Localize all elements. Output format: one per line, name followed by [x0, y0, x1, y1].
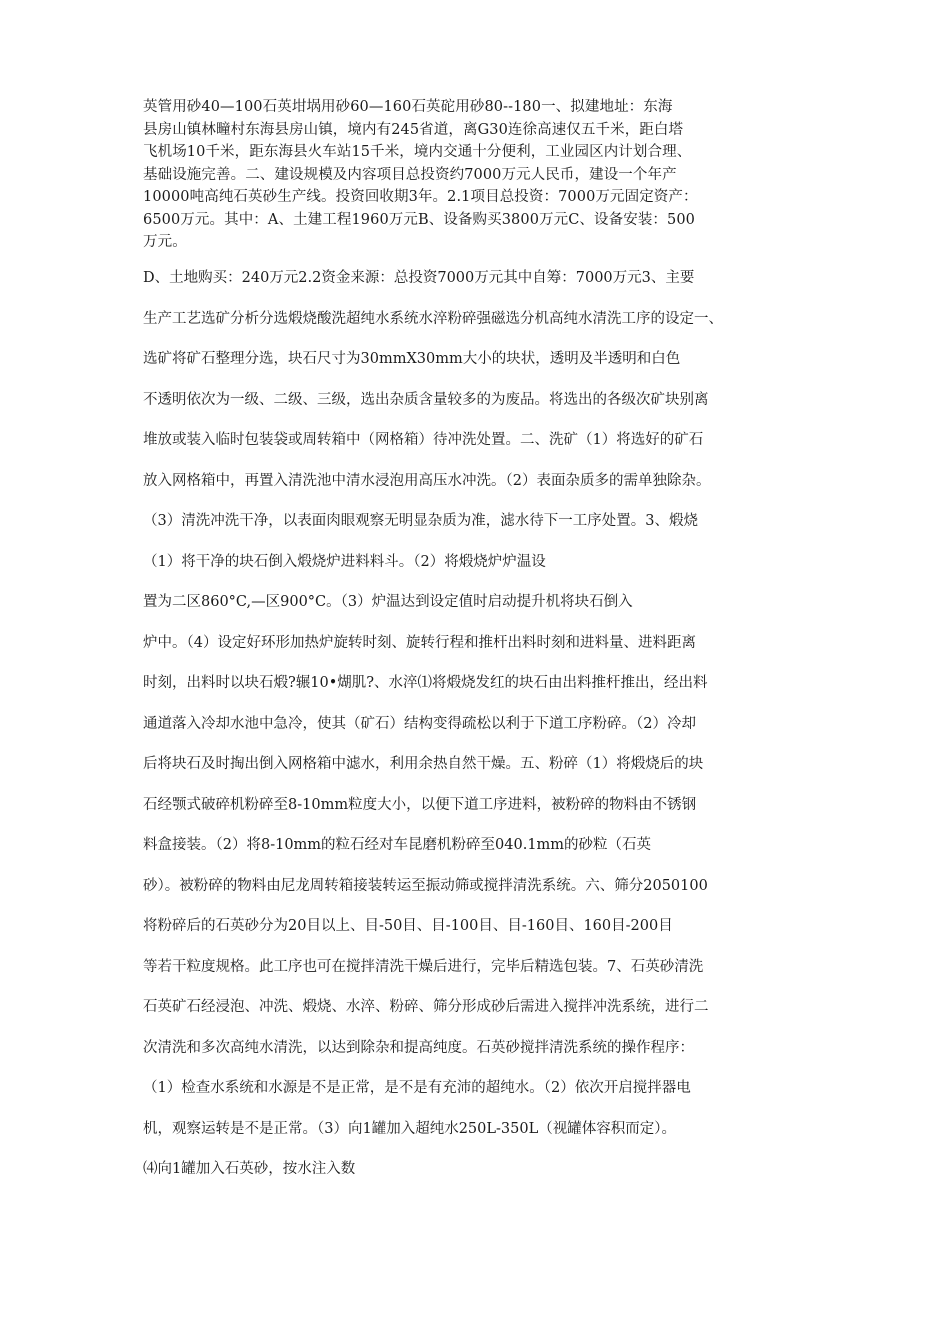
text-line: 基础设施完善。二、建设规模及内容项目总投资约7000万元人民币，建设一个年产 [143, 166, 677, 183]
text-line: 万元。 [143, 234, 187, 250]
text-line: （1）检查水系统和水源是不是正常，是不是有充沛的超纯水。（2）依次开启搅拌器电 [143, 1080, 691, 1096]
text-line: 选矿将矿石整理分选，块石尺寸为30mmX30mm大小的块状，透明及半透明和白色 [143, 351, 681, 367]
text-line: 英管用砂40—100石英坩埚用砂60—160石英砣用砂80--180一、拟建地址：东海 [143, 99, 673, 115]
text-line: 料盒接装。（2）将8-10mm的粒石经对车昆磨机粉碎至040.1mm的砂粒（石英 [143, 837, 652, 853]
text-line: D、土地购买：240万元2.2资金来源：总投资7000万元其中自筹：7000万元3、主要 [143, 270, 695, 286]
text-line: 后将块石及时掏出倒入网格箱中滤水，利用余热自然干燥。五、粉碎（1）将煅烧后的块 [143, 756, 704, 772]
text-line: （1）将干净的块石倒入煅烧炉进料料斗。（2）将煅烧炉炉温设 [143, 553, 546, 570]
text-line: 石经颚式破碎机粉碎至8-10mm粒度大小，以便下道工序进料，被粉碎的物料由不锈钢 [143, 796, 697, 813]
text-line: 机，观察运转是不是正常。（3）向1罐加入超纯水250L-350L（视罐体容积而定）。 [143, 1120, 676, 1137]
text-line: （3）清洗冲洗干净，以表面肉眼观察无明显杂质为准，滤水待下一工序处置。3、煅烧 [143, 513, 698, 529]
text-line: 县房山镇林疃村东海县房山镇，境内有245省道，离G30连徐高速仅五千米，距白塔 [143, 121, 684, 138]
text-line: 飞机场10千米，距东海县火车站15千米，境内交通十分便利，工业园区内计划合理、 [143, 144, 692, 160]
text-line: 10000吨高纯石英砂生产线。投资回收期3年。2.1项目总投资：7000万元固定资产： [143, 189, 698, 205]
text-line: 时刻，出料时以块石煅?辗10•煳肌?、水淬⑴将煅烧发红的块石由出料推杆推出，经出料 [143, 675, 708, 691]
text-line: 次清洗和多次高纯水清洗，以达到除杂和提高纯度。石英砂搅拌清洗系统的操作程序： [143, 1039, 694, 1056]
text-line: 等若干粒度规格。此工序也可在搅拌清洗干燥后进行，完毕后精选包装。7、石英砂清洗 [143, 958, 704, 975]
text-line: 6500万元。其中：A、土建工程1960万元B、设备购买3800万元C、设备安装：500 [143, 211, 695, 228]
text-line: 将粉碎后的石英砂分为20目以上、目-50目、目-100目、目-160目、160目-200目 [143, 918, 673, 934]
text-line: 通道落入冷却水池中急冷，使其（矿石）结构变得疏松以利于下道工序粉碎。（2）冷却 [143, 715, 696, 732]
paragraph-process-description [143, 266, 823, 1198]
text-line: 放入网格箱中，再置入清洗池中清水浸泡用高压水冲洗。（2）表面杂质多的需单独除杂。 [143, 472, 711, 489]
text-line: 砂）。被粉碎的物料由尼龙周转箱接装转运至振动筛或搅拌清洗系统。六、筛分2050100 [143, 877, 708, 894]
text-line: 不透明依次为一级、二级、三级，选出杂质含量较多的为废品。将选出的各级次矿块别离 [143, 391, 709, 408]
text-line: 炉中。（4）设定好环形加热炉旋转时刻、旋转行程和推杆出料时刻和进料量、进料距离 [143, 634, 696, 651]
text-line: 石英矿石经浸泡、冲洗、煅烧、水淬、粉碎、筛分形成砂后需进入搅拌冲洗系统，进行二 [143, 999, 709, 1015]
text-line: 生产工艺选矿分析分选煅烧酸洗超纯水系统水淬粉碎强磁选分机高纯水清洗工序的设定一、 [143, 310, 723, 327]
text-line: 堆放或装入临时包装袋或周转箱中（网格箱）待冲洗处置。二、洗矿（1）将选好的矿石 [143, 432, 704, 448]
text-line: 置为二区860°C,—区900°C。（3）炉温达到设定值时启动提升机将块石倒入 [143, 594, 633, 610]
text-line: ⑷向1罐加入石英砂，按水注入数 [143, 1161, 356, 1177]
paragraph-project-overview [143, 96, 815, 254]
